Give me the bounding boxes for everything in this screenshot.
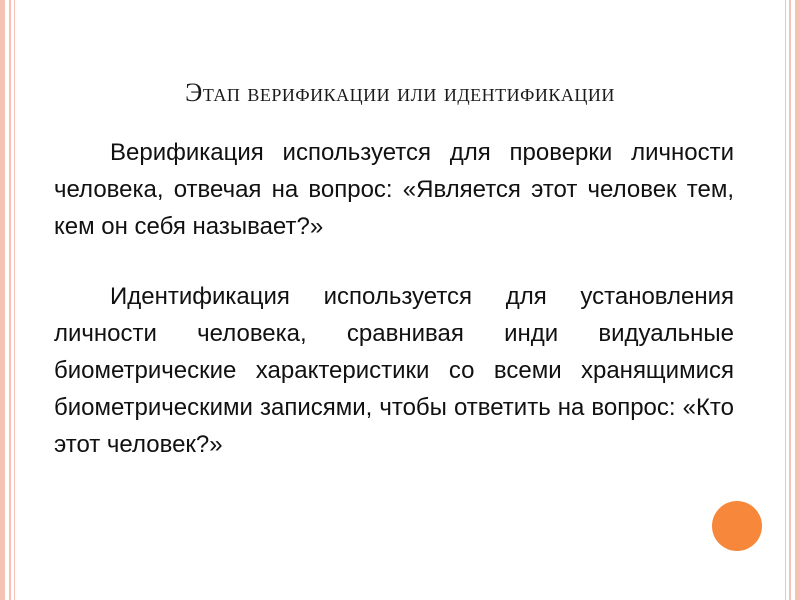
right-border-line [795, 0, 800, 600]
left-border-line [9, 0, 11, 600]
decorative-circle [712, 501, 762, 551]
slide-body [54, 134, 734, 463]
paragraph-identification: Идентификация используется для установления личности человека, сравнивая инди видуальные биометрические характеристики со всеми хранящимися биометрическими записями, чтобы ответить на вопрос: «Кто этот человек?» [54, 283, 734, 458]
right-border-line [785, 0, 786, 600]
left-border-line [14, 0, 15, 600]
left-border-line [0, 0, 5, 600]
paragraph-verification: Верификация используется для проверки личности человека, отвечая на вопрос: «Является этот человек тем, кем он себя называет?» [54, 139, 734, 240]
right-border-line [789, 0, 791, 600]
slide-title: Этап верификации или идентификации [185, 78, 615, 107]
